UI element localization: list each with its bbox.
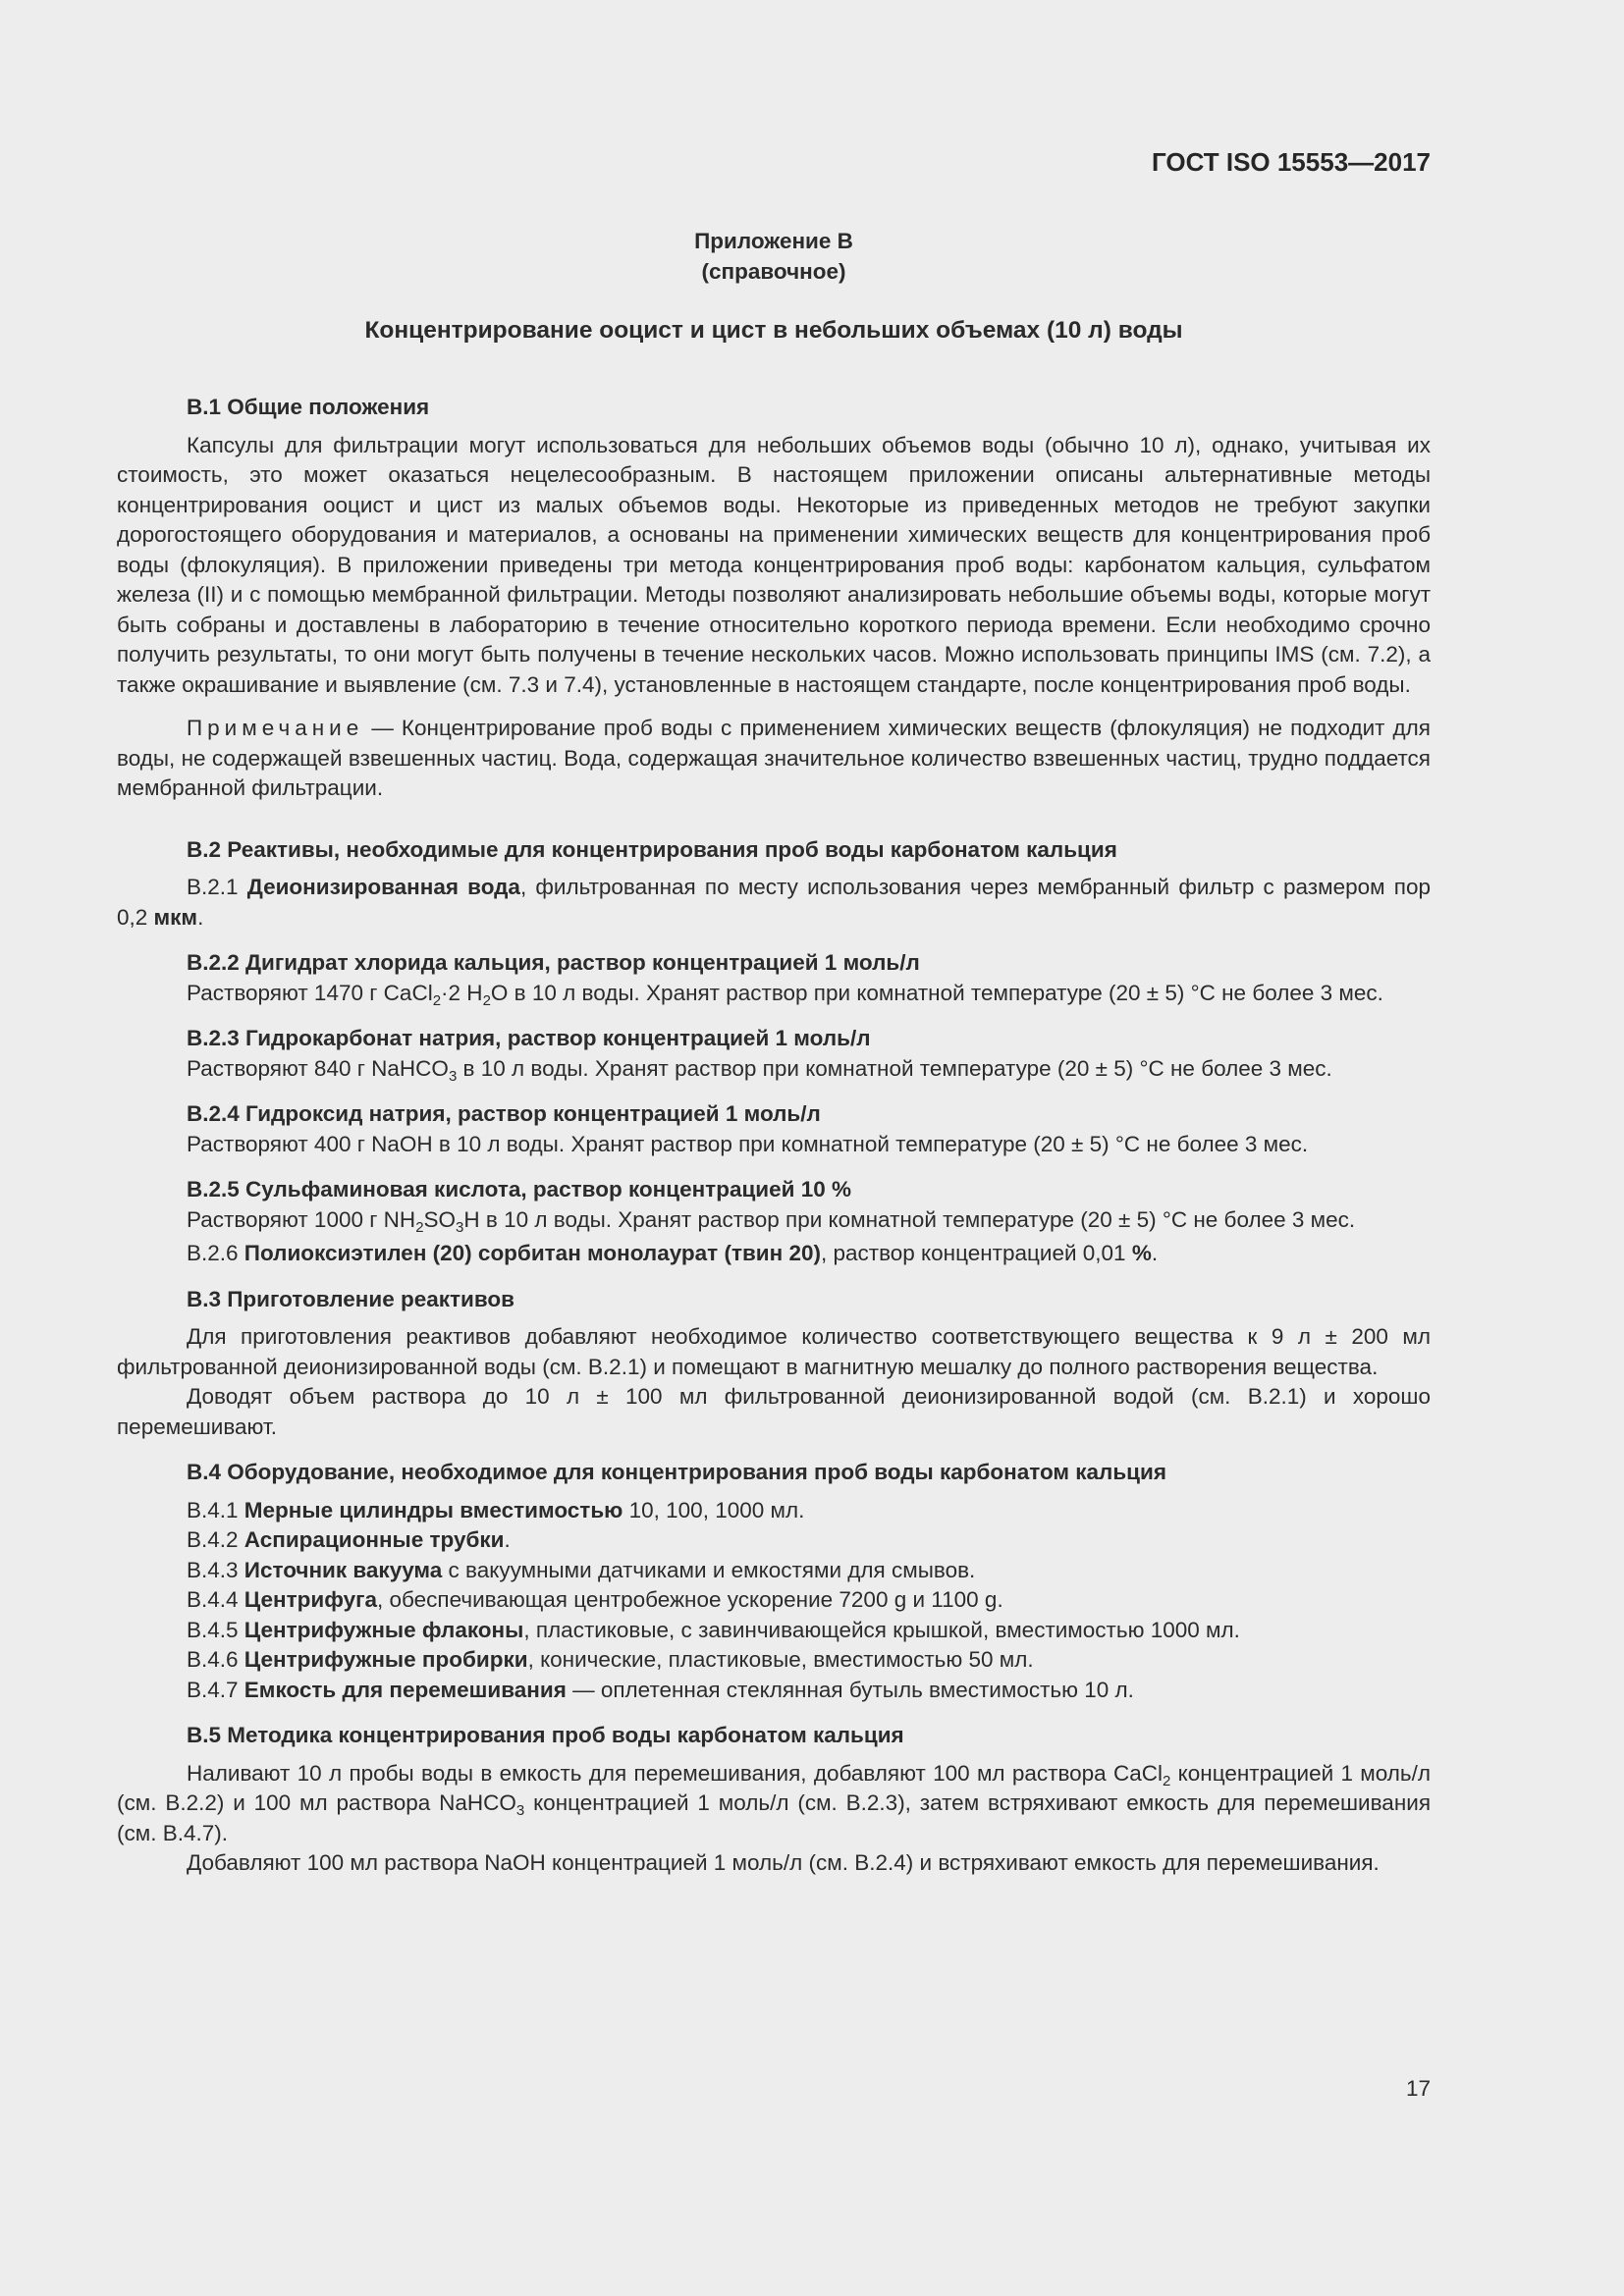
appendix-type: (справочное) [701, 259, 846, 284]
list-item [117, 1645, 1431, 1676]
item-number: В.4.4 [187, 1587, 244, 1612]
text-run: O в 10 л воды. Хранят раствор при комнатной температуре (20 ± 5) °С не более 3 мес. [490, 980, 1383, 1005]
document-page [117, 0, 1431, 2296]
subsection-heading-b24: В.2.4 Гидроксид натрия, раствор концентрацией 1 моль/л [187, 1101, 821, 1126]
list-item [117, 1616, 1431, 1646]
subscript: 3 [448, 1067, 458, 1085]
item-number: В.4.3 [187, 1557, 244, 1582]
paragraph-b21 [117, 873, 1431, 933]
item-text: с вакуумными датчиками и емкостями для смывов. [442, 1557, 976, 1582]
item-term: Емкость для перемешивания [244, 1677, 567, 1702]
appendix-title: Приложение В [694, 229, 853, 253]
subsection-heading-b22: В.2.2 Дигидрат хлорида кальция, раствор концентрацией 1 моль/л [187, 950, 920, 975]
item-term: Полиоксиэтилен (20) сорбитан монолаурат (твин 20) [244, 1241, 821, 1265]
subscript: 2 [482, 991, 491, 1009]
note-label: Примечание [187, 716, 364, 740]
text-run: SO [423, 1206, 457, 1232]
subscript: 2 [415, 1218, 424, 1236]
text-run: Растворяют 840 г NaHCO [187, 1055, 449, 1081]
section-heading-b2: В.2 Реактивы, необходимые для концентрирования проб воды карбонатом кальция [187, 836, 1117, 862]
section-heading-b4: В.4 Оборудование, необходимое для концентрирования проб воды карбонатом кальция [187, 1460, 1166, 1484]
list-item [117, 1496, 1431, 1526]
page-number: 17 [1405, 2076, 1431, 2101]
list-item [117, 1585, 1431, 1616]
item-number: В.4.1 [187, 1497, 244, 1522]
item-term: Мерные цилиндры вместимостью [244, 1497, 623, 1522]
item-number: В.4.6 [187, 1647, 244, 1672]
appendix-name: Концентрирование ооцист и цист в небольших объемах (10 л) воды [364, 317, 1183, 344]
list-item [117, 1525, 1431, 1556]
subsection-heading-b25: В.2.5 Сульфаминовая кислота, раствор концентрацией 10 % [187, 1177, 851, 1201]
paragraph-b1: Капсулы для фильтрации могут использоваться для небольших объемов воды (обычно 10 л), однако, учитывая их стоимость, это может оказаться нецелесообразным. В настоящем приложении описаны альтернативные методы концентрирования ооцист и цист из малых объемов воды. Некоторые из приведенных методов не требуют закупки дорогостоящего оборудования и материалов, а основаны на применении химических веществ для концентрирования проб воды (флокуляция). В приложении приведены три метода концентрирования проб воды: карбонатом кальция, сульфатом железа (II) и с помощью мембранной фильтрации. Методы позволяют анализировать небольшие объемы воды, которые могут быть собраны и доставлены в лабораторию в течение относительно короткого периода времени. Если необходимо срочно получить результаты, то они могут быть получены в течение нескольких часов. Можно использовать принципы IMS (см. 7.2), а также окрашивание и выявление (см. 7.3 и 7.4), установленные в настоящем стандарте, после концентрирования проб воды. [117, 432, 1431, 697]
subscript: 2 [1163, 1772, 1171, 1789]
subscript: 2 [432, 991, 442, 1009]
item-text: , пластиковые, с завинчивающейся крышкой, вместимостью 1000 мл. [523, 1617, 1240, 1642]
item-text: , фильтрованная по месту использования через мембранный фильтр с размером пор 0,2 [117, 875, 1432, 930]
item-term: Деионизированная вода [246, 875, 520, 899]
document-header-id: ГОСТ ISO 15553—2017 [1151, 147, 1431, 177]
paragraph-b5-1 [117, 1759, 1431, 1849]
item-number: В.4.7 [187, 1677, 244, 1702]
note-text: — Концентрирование проб воды с применением химических веществ (флокуляция) не подходит для воды, не содержащей взвешенных частиц. Вода, содержащая значительное количество взвешенных частиц, трудно поддается мембранной фильтрации. [117, 716, 1431, 800]
paragraph-b22 [117, 979, 1431, 1009]
list-item [117, 1676, 1431, 1706]
note-paragraph [117, 714, 1431, 804]
text-run: ·2 H [441, 980, 483, 1005]
item-text: 10, 100, 1000 мл. [623, 1497, 805, 1522]
paragraph-b3-2: Доводят объем раствора до 10 л ± 100 мл фильтрованной деионизированной водой (см. В.2.1) и хорошо перемешивают. [117, 1384, 1431, 1439]
subscript: 3 [515, 1802, 525, 1819]
item-end: . [1151, 1241, 1159, 1265]
paragraph-b24: Растворяют 400 г NaOH в 10 л воды. Хранят раствор при комнатной температуре (20 ± 5) °С не более 3 мес. [187, 1131, 1309, 1156]
item-unit: % [1131, 1241, 1152, 1265]
item-text: — оплетенная стеклянная бутыль вместимостью 10 л. [566, 1677, 1134, 1702]
text-run: Наливают 10 л пробы воды в емкость для перемешивания, добавляют 100 мл раствора CaCl [187, 1760, 1164, 1786]
document-body [117, 393, 1431, 1879]
list-item [117, 1556, 1431, 1586]
item-text: , конические, пластиковые, вместимостью 50 мл. [527, 1647, 1034, 1672]
text-run: концентрацией 1 моль/л (см. В.2.3), затем встряхивают емкость для перемешивания (см. В.4.7). [117, 1790, 1432, 1845]
paragraph-b25 [117, 1205, 1431, 1236]
item-end: . [197, 904, 204, 930]
item-text: . [504, 1527, 511, 1552]
section-heading-b3: В.3 Приготовление реактивов [187, 1286, 514, 1311]
item-term: Центрифужные флаконы [244, 1617, 524, 1642]
text-run: в 10 л воды. Хранят раствор при комнатной температуре (20 ± 5) °С не более 3 мес. [457, 1055, 1332, 1081]
item-term: Центрифужные пробирки [244, 1647, 528, 1672]
item-number: В.2.6 [187, 1241, 244, 1265]
text-run: Растворяют 1470 г CaCl [187, 980, 433, 1005]
appendix-title-block [117, 226, 1431, 287]
text-run: Растворяют 1000 г NH [187, 1206, 416, 1232]
item-number: В.2.1 [187, 875, 247, 899]
text-run: H в 10 л воды. Хранят раствор при комнатной температуре (20 ± 5) °С не более 3 мес. [463, 1206, 1356, 1232]
paragraph-b23 [117, 1054, 1431, 1085]
subsection-heading-b23: В.2.3 Гидрокарбонат натрия, раствор концентрацией 1 моль/л [187, 1026, 871, 1050]
text-run: концентрацией 1 моль/л (см. В.2.2) и 100 мл раствора NaHCO [117, 1760, 1432, 1815]
paragraph-b5-2: Добавляют 100 мл раствора NaOH концентрацией 1 моль/л (см. В.2.4) и встряхивают емкость для перемешивания. [187, 1850, 1380, 1875]
item-number: В.4.5 [187, 1617, 244, 1642]
item-unit: мкм [153, 904, 198, 930]
subscript: 3 [456, 1218, 464, 1236]
paragraph-b3-1: Для приготовления реактивов добавляют необходимое количество соответствующего вещества к 9 л ± 200 мл фильтрованной деионизированной воды (см. В.2.1) и помещают в магнитную мешалку до полного растворения вещества. [117, 1324, 1431, 1379]
item-text: , обеспечивающая центробежное ускорение 7200 g и 1100 g. [377, 1587, 1003, 1612]
item-text: , раствор концентрацией 0,01 [820, 1241, 1132, 1265]
item-number: В.4.2 [187, 1527, 244, 1552]
section-heading-b5: В.5 Методика концентрирования проб воды карбонатом кальция [187, 1723, 904, 1747]
equipment-list [117, 1496, 1431, 1706]
section-heading-b1: В.1 Общие положения [187, 395, 430, 419]
item-term: Аспирационные трубки [244, 1527, 505, 1552]
item-term: Источник вакуума [244, 1557, 443, 1582]
paragraph-b26 [117, 1239, 1431, 1269]
item-term: Центрифуга [244, 1587, 377, 1612]
